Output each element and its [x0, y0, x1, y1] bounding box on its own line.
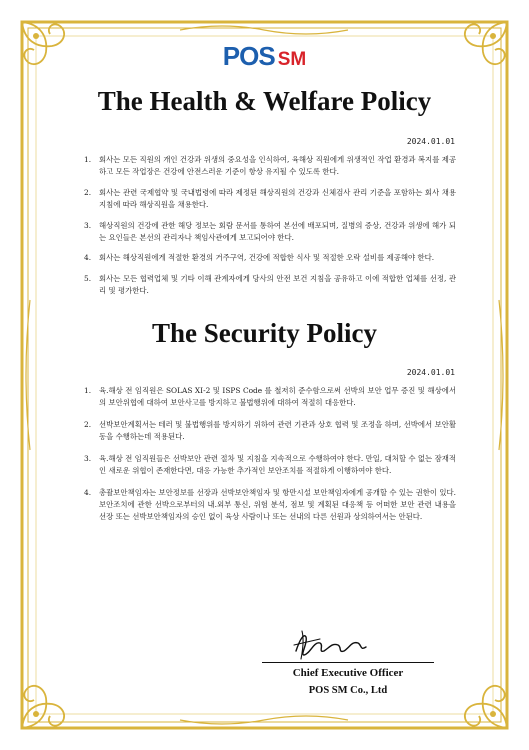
list-item — [84, 419, 456, 443]
list-item — [84, 187, 456, 211]
item-number: 5. — [84, 273, 92, 283]
item-number: 3. — [84, 220, 92, 230]
item-text: 육.해상 전 임직원은 SOLAS XI-2 및 ISPS Code 를 철저히 준수함으로써 선박의 보안 업무 증진 및 해상에서의 보안위협에 대하여 보안사고를 방지하고 불법행위에 대하여 적절히 대응한다. — [99, 386, 456, 408]
item-text: 회사는 해상직원에게 적절한 환경의 거주구역, 건강에 적합한 식사 및 적절한 오락 설비를 제공해야 한다. — [99, 253, 435, 263]
list-item — [84, 453, 456, 477]
list-item — [84, 385, 456, 409]
security-policy-date: 2024.01.01 — [406, 368, 455, 377]
security-policy-list — [84, 385, 456, 533]
item-number: 3. — [84, 453, 92, 463]
item-text: 회사는 모든 협력업체 및 기타 이해 관계자에게 당사의 안전 보건 지침을 공유하고 이에 적합한 업체를 선정, 관리 및 평가한다. — [99, 273, 456, 296]
item-text: 회사는 모든 직원의 개인 건강과 위생의 중요성을 인식하여, 육해상 직원에게 위생적인 작업 환경과 복지를 제공하고 모든 작업장은 건강에 안전스러운 기준이 항상 유지될 수 있도록 한다. — [99, 155, 456, 177]
security-policy-title: The Security Policy — [152, 318, 377, 348]
signature-line — [262, 662, 434, 663]
item-number: 4. — [84, 487, 92, 497]
item-text: 회사는 관련 국제협약 및 국내법령에 따라 제정된 해상직원의 건강과 신체검사 관리 기준을 포함하는 회사 채용지침에 따라 해상직원을 채용한다. — [99, 187, 456, 209]
signatory-title: Chief Executive Officer — [292, 667, 404, 679]
signature-image — [290, 627, 370, 661]
list-item — [84, 154, 456, 178]
health-policy-list — [84, 154, 456, 306]
list-item — [84, 220, 456, 244]
item-number: 4. — [84, 253, 92, 263]
health-policy-title: The Health & Welfare Policy — [97, 86, 432, 116]
item-number: 2. — [84, 419, 92, 429]
item-text: 육.해상 전 임직원들은 선박보안 관련 절차 및 지침을 지속적으로 수행하여야 한다. 만일, 대처할 수 없는 잠재적인 새로운 위협이 존재한다면, 대응 가능한 추가적인 보안조치를 적절하게 이행하여야 한다. — [99, 453, 456, 476]
logo-brand: POS — [222, 41, 275, 71]
list-item — [84, 273, 456, 297]
item-text: 선박보안계획서는 테러 및 불법행위를 방지하기 위하여 관련 기관과 상호 협력 및 조정을 하며, 선박에서 보안활동을 수행하는데 적용된다. — [99, 419, 456, 442]
list-item — [84, 487, 456, 524]
item-text: 해상직원의 건강에 관한 해당 정보는 회람 문서를 통하여 본선에 배포되며, 질병의 증상, 건강과 위생에 해가 되는 요인들은 본선의 관리자나 책임사관에게 보고되어야 한다. — [99, 220, 456, 242]
company-name: POS SM Co., Ltd — [308, 685, 388, 696]
item-number: 1. — [84, 386, 92, 395]
item-number: 2. — [84, 187, 92, 197]
company-logo — [0, 43, 529, 69]
health-policy-date: 2024.01.01 — [406, 137, 455, 146]
logo-suffix: SM — [277, 49, 307, 70]
item-text: 총괄보안책임자는 보안정보를 선장과 선박보안책임자 및 항만시설 보안책임자에게 공개할 수 있는 권한이 있다. 보안조치에 관한 선박으로부터의 내.외부 통신, 위험 분석, 점보 및 계획된 대응책 등 어떠한 보안 관련 내용을 선장 또는 선박보안책임자의 승인 없이 육상 사람이나 또는 선내의 다른 선원과 상의하여서는 안된다. — [99, 487, 456, 522]
list-item — [84, 252, 456, 264]
item-number: 1. — [84, 155, 92, 164]
